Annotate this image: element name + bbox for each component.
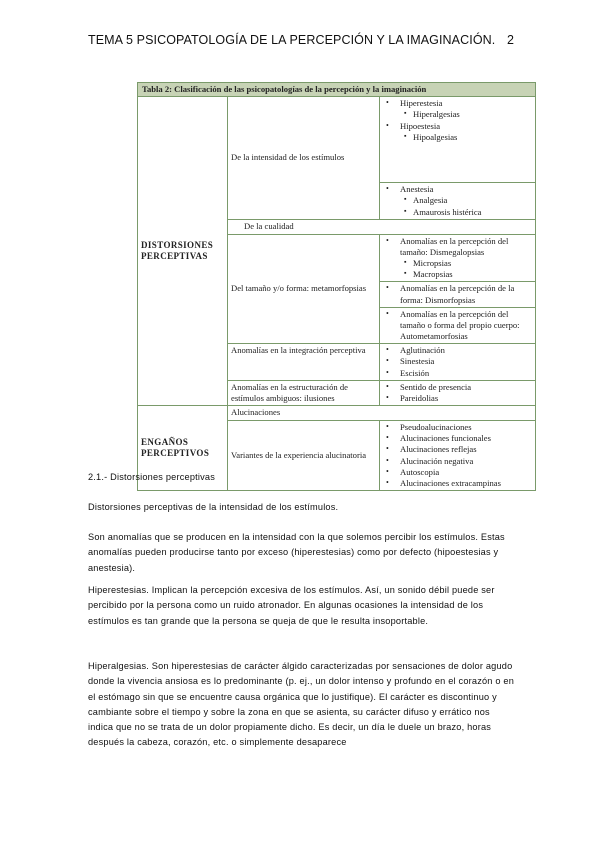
page-header [88, 33, 528, 47]
list-item: • Hipoestesia [383, 121, 532, 132]
paragraph-2: Hiperestesias. Implican la percepción excesiva de los estímulos. Así, un sonido débil puede ser percibido por la persona como un ruido atronador. En algunas ocasiones la intensidad de los estímulos es tan grande que la persona se queja de que le resulta insoportable. [88, 585, 495, 626]
list-item: • Pseudoalucinaciones [383, 422, 532, 433]
list-item: • Anestesia [383, 184, 532, 195]
list-item: • Alucinaciones funcionales [383, 433, 532, 444]
page-number: 2 [506, 33, 514, 47]
row-label-variantes: Variantes de la experiencia alucinatoria [228, 421, 380, 491]
row-label-alucinaciones: Alucinaciones [228, 406, 536, 421]
row-label-tamano: Del tamaño y/o forma: metamorfopsias [228, 234, 380, 344]
list-item: ▪ Hipoalgesias [383, 132, 532, 143]
subheading: Distorsiones perceptivas de la intensidad de los estímulos. [88, 502, 339, 512]
list-item: • Escisión [383, 368, 532, 379]
list-item: • Alucinación negativa [383, 456, 532, 467]
header-title: TEMA 5 PSICOPATOLOGÍA DE LA PERCEPCIÓN Y LA IMAGINACIÓN. [88, 33, 496, 47]
row-label-integracion: Anomalías en la integración perceptiva [228, 344, 380, 381]
group-enganos: ENGAÑOS PERCEPTIVOS [138, 406, 228, 491]
list-item: • Pareidolias [383, 393, 532, 404]
list-item: • Sentido de presencia [383, 382, 532, 393]
list-item: • Hiperestesia [383, 98, 532, 109]
list-item: ▪ Macropsias [383, 269, 532, 280]
paragraph-1: Son anomalías que se producen en la intensidad con la que solemos percibir los estímulos. Estas anomalías pueden producirse tanto por exceso (hiperestesias) como por defecto (hipoestesias y anestesia). [88, 532, 505, 573]
row-label-cualidad: De la cualidad [228, 219, 536, 234]
list-item: • Anomalías en la percepción del tamaño o forma del propio cuerpo: Autometamorfosias [383, 309, 532, 343]
paragraph-3: Hiperalgesias. Son hiperestesias de carácter álgido caracterizadas por sensaciones de dolor agudo donde la vivencia ansiosa es lo predominante (p. ej., un dolor intenso y profundo en el corazón o en el estómago sin que se encuentre causa orgánica que lo justifique). El carácter es discontinuo y cambiante sobre el tiempo y sobre la zona en que se asienta, su carácter difuso y errático nos indica que no se trata de un dolor propiamente dicho. Es decir, un día le duele un brazo, horas después la cabeza, corazón, etc. o simplemente desaparece [88, 661, 515, 748]
row-label-ambiguos: Anomalías en la estructuración de estímulos ambiguos: ilusiones [228, 380, 380, 405]
table-caption: Tabla 2: Clasificación de las psicopatologías de la percepción y la imaginación [138, 83, 536, 97]
list-item: • Anomalías en la percepción del tamaño: Dismegalopsias [383, 236, 532, 258]
list-item: • Autoscopia [383, 467, 532, 478]
list-item: ▪ Hiperalgesias [383, 109, 532, 120]
list-item: • Alucinaciones reflejas [383, 444, 532, 455]
list-item: ▪ Analgesia [383, 195, 532, 206]
group-distorsiones: DISTORSIONES PERCEPTIVAS [138, 97, 228, 406]
list-item: • Aglutinación [383, 345, 532, 356]
row-label-intensidad: De la intensidad de los estímulos [228, 97, 380, 220]
classification-table [137, 82, 536, 491]
list-item: • Anomalías en la percepción de la forma: Dismorfopsias [383, 283, 532, 305]
list-item: • Sinestesia [383, 356, 532, 367]
section-heading: 2.1.- Distorsiones perceptivas [88, 472, 216, 482]
list-item: • Alucinaciones extracampinas [383, 478, 532, 489]
list-item: ▪ Micropsias [383, 258, 532, 269]
list-item: ▪ Amaurosis histérica [383, 207, 532, 218]
